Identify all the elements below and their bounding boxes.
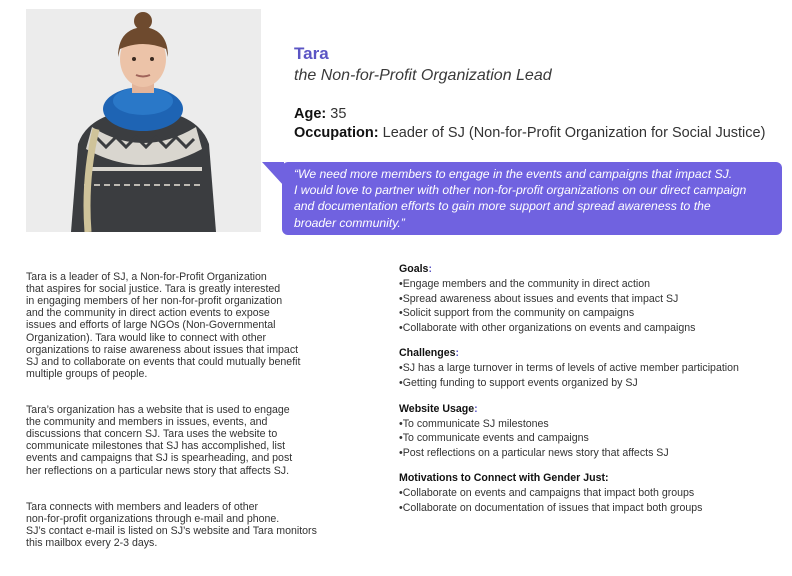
list-item: • Collaborate on documentation of issues that impact both groups [399,501,779,516]
section-title: Website Usage: [399,402,478,415]
age-label: Age: [294,106,327,122]
persona-portrait-image [26,9,261,232]
list-item: • Engage members and the community in direct action [399,277,779,292]
persona-photo [26,9,261,232]
list-item: • Collaborate with other organizations on events and campaigns [399,321,779,336]
persona-name: Tara [294,44,329,63]
bio-paragraph: Tara’s organization has a website that is used to engage the community and members in issues, events, and discussions that concern SJ. Tara uses the website to communicate milestones that SJ has accomplished, list events and campaigns that SJ is spearheading, and post her reflections on a particular news story that affects SJ. [26,404,293,477]
occupation-value: Leader of SJ (Non-for-Profit Organization for Social Justice) [382,125,766,141]
age-value: 35 [330,106,347,122]
quote-pointer [262,162,284,186]
occupation-row [294,125,765,141]
list-item: • SJ has a large turnover in terms of levels of active member participation [399,361,779,376]
persona-details [399,263,779,528]
persona-quote: “We need more members to engage in the events and campaigns that impact SJ. I would love to partner with other non-for-profit organizations on our direct campaign and documentation efforts to gain more support and spread awareness to the broader community.” [294,167,747,230]
motivations-section [399,472,779,515]
bio-paragraph: Tara connects with members and leaders of other non-for-profit organizations through e-mail and phone. SJ’s contact e-mail is listed on SJ’s website and Tara monitors this mailbox every 2-3 days. [26,500,317,549]
occupation-label: Occupation: [294,125,379,141]
goals-section [399,263,779,335]
section-title: Challenges: [399,347,460,360]
website-usage-section [399,403,779,461]
list-item: • Collaborate on events and campaigns that impact both groups [399,486,779,501]
list-item: • Solicit support from the community on campaigns [399,306,779,321]
age-row [294,106,346,122]
list-item: • To communicate events and campaigns [399,431,779,446]
bio-paragraph: Tara is a leader of SJ, a Non-for-Profit Organization that aspires for social justice. Tara is greatly interested in engaging members of her non-for-profit organization and the community in direct action events to expose issues and efforts of large NGOs (Non-Governmental Organization). Tara would like to connect with other organizations to raise awareness about issues that impact SJ and to collaborate on events that could mutually benefit multiple groups of people. [26,271,301,380]
persona-role: the Non-for-Profit Organization Lead [294,67,552,84]
section-title: Goals: [399,263,432,275]
list-item: • Spread awareness about issues and events that impact SJ [399,292,779,307]
list-item: • To communicate SJ milestones [399,417,779,432]
persona-bio [26,259,346,573]
challenges-section [399,347,779,390]
list-item: • Getting funding to support events organized by SJ [399,376,779,391]
section-title: Motivations to Connect with Gender Just: [399,472,609,485]
list-item: • Post reflections on a particular news story that affects SJ [399,446,779,461]
